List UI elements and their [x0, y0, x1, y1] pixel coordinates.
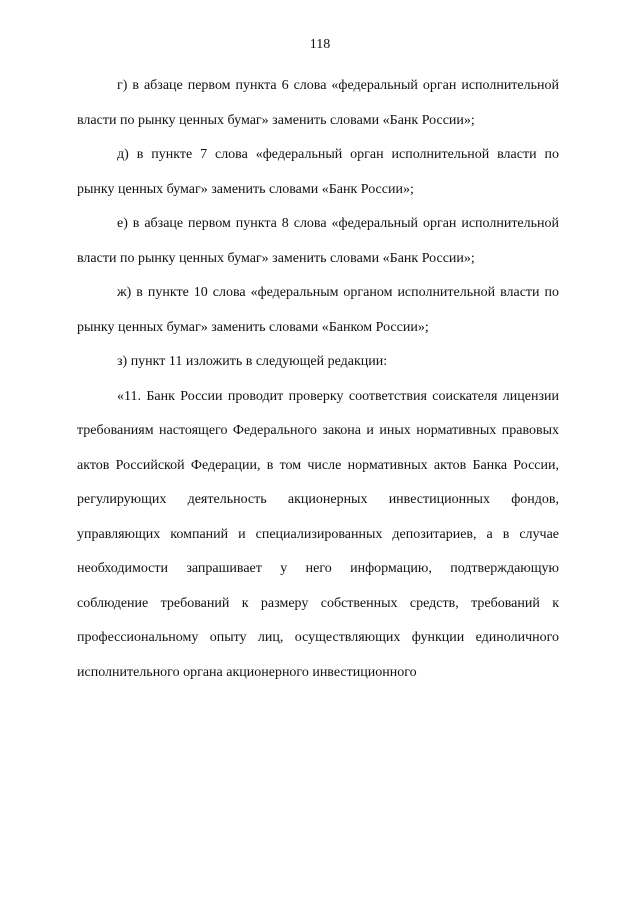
paragraph-g: г) в абзаце первом пункта 6 слова «федеральный орган исполнительной власти по рынку ценных бумаг» заменить словами «Банк России»; [77, 78, 559, 128]
paragraph-zh: ж) в пункте 10 слова «федеральным органом исполнительной власти по рынку ценных бумаг» заменить словами «Банком России»; [77, 285, 559, 335]
page-number: 118 [309, 37, 331, 52]
paragraph-e: е) в абзаце первом пункта 8 слова «федеральный орган исполнительной власти по рынку ценных бумаг» заменить словами «Банк России»; [77, 216, 559, 266]
paragraph-item-11: «11. Банк России проводит проверку соответствия соискателя лицензии требованиям настоящего Федерального закона и иных нормативных правовых актов Российской Федерации, в том числе нормативных актов Банка России, регулирующих деятельность акционерных инвестиционных фондов, управляющих компаний и специализированных депозитариев, а в случае необходимости запрашивает у него информацию, подтверждающую соблюдение требований к размеру собственных средств, требований к профессиональному опыту лиц, осуществляющих функции единоличного исполнительного органа акционерного инвестиционного [77, 388, 559, 680]
paragraph-z: з) пункт 11 изложить в следующей редакции: [117, 354, 388, 369]
paragraph-d: д) в пункте 7 слова «федеральный орган исполнительной власти по рынку ценных бумаг» заменить словами «Банк России»; [77, 147, 559, 197]
document-body [77, 69, 559, 690]
